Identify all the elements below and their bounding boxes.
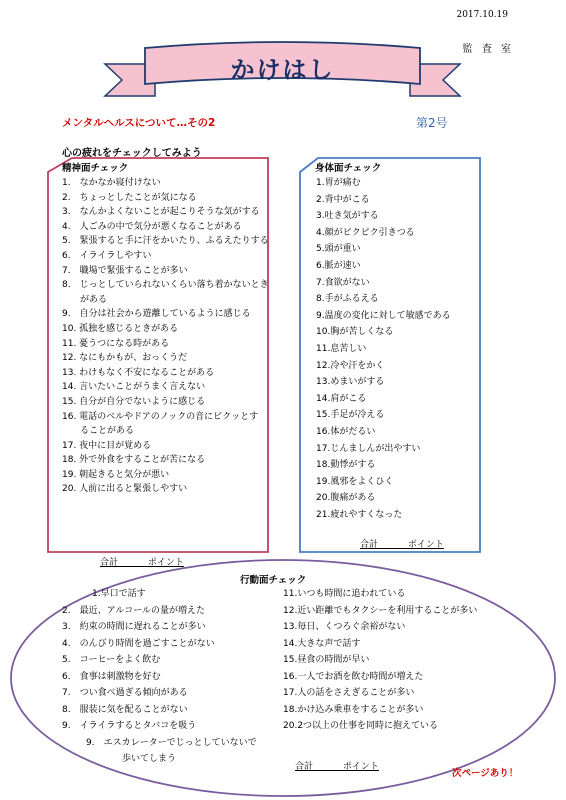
department: 監 査 室: [462, 44, 514, 55]
mental-item: 9. 自分は社会から遊離しているように感じる: [62, 309, 251, 320]
physical-item: 1.胃が痛む: [316, 178, 361, 188]
mental-title: 精神面チェック: [62, 163, 129, 174]
physical-title: 身体面チェック: [315, 163, 382, 174]
physical-item: 15.手足が冷える: [316, 410, 385, 421]
mental-item: 10. 孤独を感じるときがある: [62, 323, 179, 334]
mental-total-label: 合計 ポイント: [100, 558, 184, 568]
mental-item: 7. 職場で緊張することが多い: [62, 265, 188, 276]
behavior-item: 8. 服装に気を配ることがない: [62, 704, 188, 715]
physical-item: 2.背中がこる: [316, 194, 370, 205]
mental-item: 13. わけもなく不安になることがある: [62, 367, 215, 378]
physical-item: 16.体がだるい: [316, 426, 376, 437]
physical-total: [360, 537, 444, 550]
mental-item: ることがある: [62, 426, 135, 437]
physical-list: [316, 177, 451, 525]
behavior-item: 6. 食事は刺激物を好む: [62, 671, 161, 682]
physical-item: 7.食欲がない: [316, 277, 370, 288]
mental-item: 14. 言いたいことがうまく言えない: [62, 382, 206, 393]
physical-item: 19.風邪をよくひく: [316, 476, 394, 487]
behavior-total-label: 合計 ポイント: [295, 762, 379, 772]
behavior-item: 20.2つ以上の仕事を同時に抱えている: [283, 721, 439, 731]
behavior-item: 18.かけ込み乗車をすることが多い: [283, 704, 424, 715]
mental-item: 17. 夜中に目が覚める: [62, 440, 152, 451]
behavior-title: 行動面チェック: [240, 575, 307, 586]
behavior-item: 3. 約束の時間に遅れることが多い: [62, 622, 206, 632]
physical-item: 21.疲れやすくなった: [316, 509, 403, 520]
physical-item: 13.めまいがする: [316, 377, 385, 388]
mental-item: 4. 人ごみの中で気分が悪くなることがある: [62, 221, 242, 232]
behavior-item: 16.一人でお酒を飲む時間が増えた: [283, 671, 424, 682]
physical-item: 4.顔がピクピク引きつる: [316, 227, 415, 238]
mental-total: [100, 555, 184, 568]
behavior-item: 7. つい食べ過ぎる傾向がある: [62, 688, 188, 698]
mental-item: 6. イライラしやすい: [62, 250, 152, 261]
physical-item: 17.じんましんが出やすい: [316, 443, 421, 454]
next-page-note: 次ページあり！: [452, 768, 519, 779]
mental-item: 18. 外で外食をすることが苦になる: [62, 455, 206, 466]
physical-item: 14.肩がこる: [316, 393, 367, 404]
mental-item: 16. 電話のベルやドアのノックの音にビクッとす: [62, 411, 259, 422]
mental-item: 12. なにもかもが、おっくうだ: [62, 353, 188, 364]
behavior-item: 9. イライラするとタバコを吸う: [62, 721, 197, 731]
physical-item: 8.手がふるえる: [316, 294, 379, 305]
behavior-item: 9. エスカレーターでじっとしていないで: [86, 737, 257, 748]
behavior-item: 2. 最近、アルコールの量が増えた: [62, 605, 206, 616]
mental-item: 5. 緊張すると手に汗をかいたり、ふるえたりする: [62, 236, 269, 247]
mental-item: 1. なかなか寝付けない: [62, 178, 161, 188]
physical-total-label: 合計 ポイント: [360, 540, 444, 550]
physical-item: 9.温度の変化に対して敏感である: [316, 310, 451, 321]
physical-item: 10.胸が苦しくなる: [316, 327, 394, 338]
date: 2017.10.19: [456, 10, 508, 20]
behavior-item: 13.毎日、くつろぐ余裕がない: [283, 622, 406, 632]
behavior-item: 11.いつも時間に追われている: [283, 589, 406, 599]
behavior-item: 5. コーヒーをよく飲む: [62, 655, 161, 665]
subtitle: メンタルヘルスについて…その2: [62, 117, 216, 129]
mental-item: 20. 人前に出ると緊張しやすい: [62, 484, 188, 495]
physical-item: 11.息苦しい: [316, 343, 367, 354]
mental-item: 15. 自分が自分でないように感じる: [62, 396, 206, 407]
mental-item: 19. 朝起きると気分が悪い: [62, 469, 170, 480]
mental-item: 2. ちょっとしたことが気になる: [62, 192, 197, 203]
physical-item: 20.腹痛がある: [316, 493, 376, 504]
intro-heading: 心の疲れをチェックしてみよう: [62, 148, 202, 159]
mental-item: 3. なんかよくないことが起こりそうな気がする: [62, 207, 260, 218]
physical-item: 3.吐き気がする: [316, 211, 379, 222]
behavior-right-list: [283, 588, 477, 737]
mental-item: 8. じっとしていられないくらい落ち着かないとき: [62, 280, 269, 291]
physical-item: 6.脈が速い: [316, 260, 361, 271]
physical-item: 5.頭が重い: [316, 244, 361, 255]
behavior-item: 15.昼食の時間が早い: [283, 655, 370, 665]
behavior-item: 14.大きな声で話す: [283, 638, 361, 649]
behavior-item: 12.近い距離でもタクシーを利用することが多い: [283, 605, 478, 616]
mental-item: がある: [62, 294, 108, 305]
physical-item: 18.動悸がする: [316, 460, 376, 471]
behavior-total: [295, 759, 379, 772]
newsletter-title: かけはし: [230, 56, 335, 84]
behavior-item: 4. のんびり時間を過ごすことがない: [62, 638, 215, 649]
behavior-item: 1.早口で話す: [92, 589, 146, 599]
behavior-item: 歩いてしまう: [122, 754, 177, 764]
mental-list: [62, 177, 269, 498]
issue-number: 第2号: [416, 116, 448, 130]
behavior-item: 17.人の話をさえぎることが多い: [283, 688, 415, 698]
physical-item: 12.冷や汗をかく: [316, 360, 385, 371]
mental-item: 11. 憂うつになる時がある: [62, 338, 170, 349]
behavior-left-list: [62, 588, 257, 770]
